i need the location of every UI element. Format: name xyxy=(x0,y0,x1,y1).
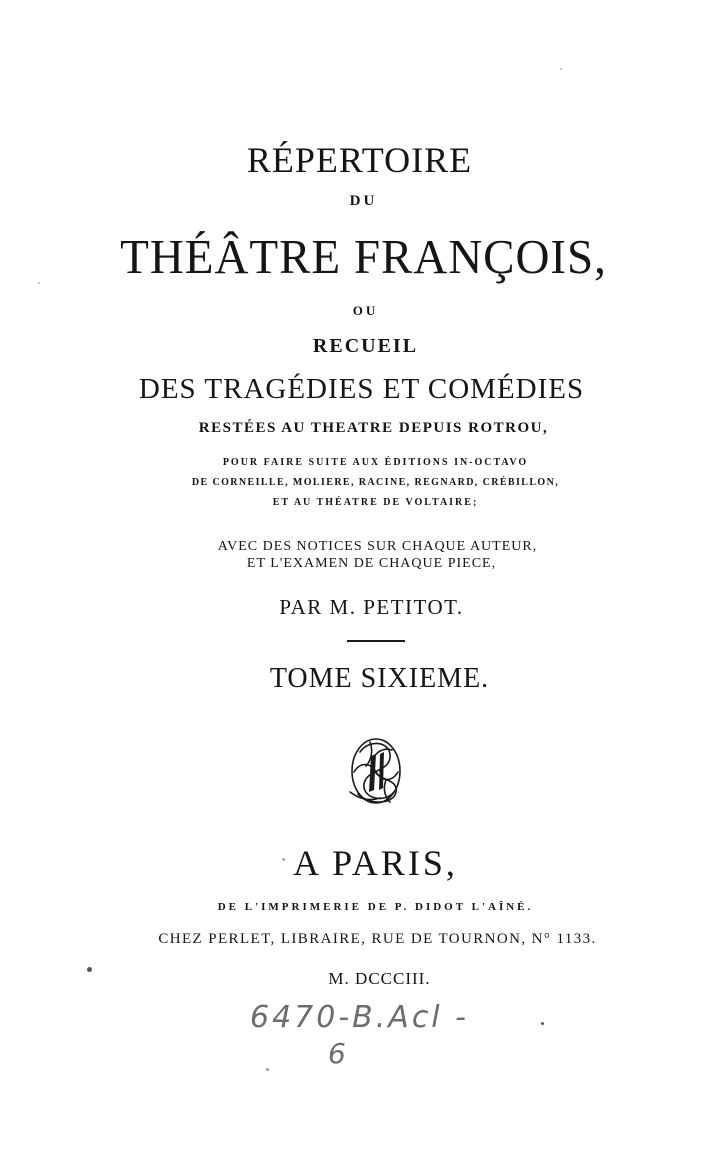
note-authors: DE CORNEILLE, MOLIERE, RACINE, REGNARD, CRÉBILLON, xyxy=(191,477,560,488)
note-examen: ET L'EXAMEN DE CHAQUE PIECE, xyxy=(246,556,497,571)
note-voltaire: ET AU THÉATRE DE VOLTAIRE; xyxy=(272,497,479,508)
imprint-city: A PARIS, xyxy=(293,843,458,883)
ink-speck xyxy=(282,858,285,861)
imprint-date: M. DCCCIII. xyxy=(328,969,431,988)
ink-speck xyxy=(87,967,92,972)
author-line: PAR M. PETITOT. xyxy=(279,595,464,619)
note-pour-faire-suite: POUR FAIRE SUITE AUX ÉDITIONS IN-OCTAVO xyxy=(222,457,529,468)
handwritten-volume-number: 6 xyxy=(328,1037,346,1070)
volume-label: TOME SIXIEME. xyxy=(269,663,490,694)
title-du: DU xyxy=(349,193,378,209)
ink-speck xyxy=(38,282,40,284)
ink-speck xyxy=(266,1068,269,1071)
divider-rule xyxy=(347,640,405,642)
subtitle-recueil: RECUEIL xyxy=(312,335,419,357)
subtitle-tragedies-comedies: DES TRAGÉDIES ET COMÉDIES xyxy=(138,373,585,405)
ink-speck xyxy=(560,68,562,70)
imprint-bookseller: CHEZ PERLET, LIBRAIRE, RUE DE TOURNON, N° 1133. xyxy=(158,931,597,947)
handwritten-shelfmark: 6470-B.Acl - xyxy=(250,1000,470,1035)
monogram-vignette-icon xyxy=(340,732,412,810)
title-ou: OU xyxy=(352,303,379,318)
note-notices: AVEC DES NOTICES SUR CHAQUE AUTEUR, xyxy=(217,539,538,554)
title-theatre-francois: THÉÂTRE FRANÇOIS, xyxy=(120,229,607,284)
imprint-printer: DE L'IMPRIMERIE DE P. DIDOT L'AÎNÉ. xyxy=(217,901,534,913)
title-repertoire: RÉPERTOIRE xyxy=(246,140,473,180)
subtitle-restees: RESTÉES AU THEATRE DEPUIS ROTROU, xyxy=(198,420,549,436)
ink-speck xyxy=(541,1022,544,1025)
